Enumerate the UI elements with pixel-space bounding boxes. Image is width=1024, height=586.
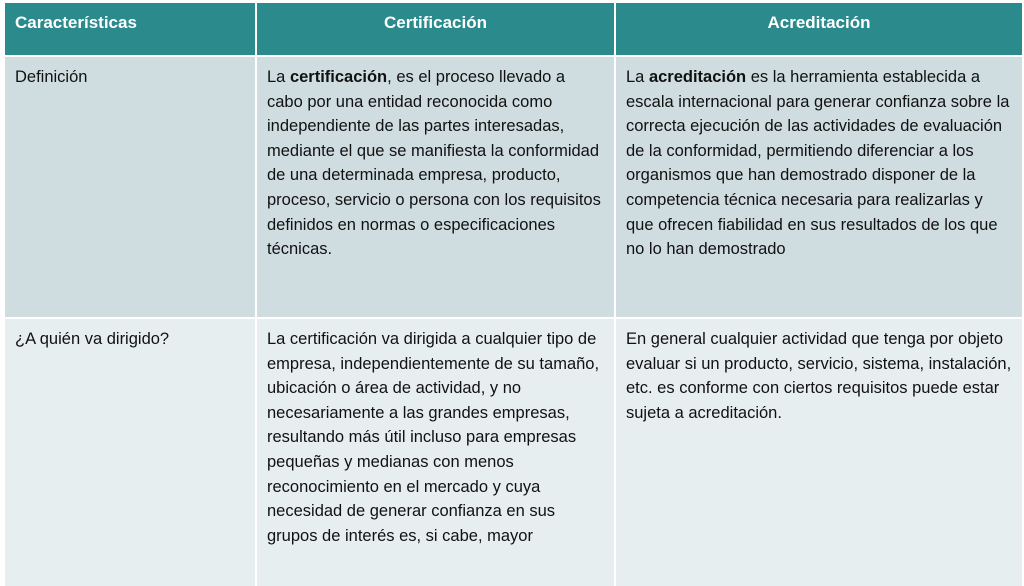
definicion-acreditacion-text [626,68,1009,258]
header-acreditacion: Acreditación [616,3,1022,55]
cell-definicion-certificacion [257,57,614,317]
row-label-a-quien-va-dirigido: ¿A quién va dirigido? [5,319,255,586]
text-post: , es el proceso llevado a cabo por una entidad reconocida como independiente de las partes interesadas, mediante el que se manifiesta la conformidad de una determinada empresa, producto, proceso, servicio o persona con los requisitos definidos en normas o especificaciones técnicas. [267,68,601,259]
cell-dirigido-acreditacion: En general cualquier actividad que tenga por objeto evaluar si un producto, servicio, sistema, instalación, etc. es conforme con ciertos requisitos puede estar sujeta a acreditación. [616,319,1022,586]
text-post: es la herramienta establecida a escala internacional para generar confianza sobre la correcta ejecución de las actividades de evaluación de la conformidad, permitiendo diferenciar a los organismos que han demostrado disponer de la competencia técnica necesaria para realizarlas y que ofrecen fiabilidad en sus resultados de los que no lo han demostrado [626,68,1010,259]
cell-dirigido-certificacion: La certificación va dirigida a cualquier tipo de empresa, independientemente de su tamaño, ubicación o área de actividad, y no necesariamente a las grandes empresas, resultando más útil incluso para empresas pequeñas y medianas con menos reconocimiento en el mercado y cuya necesidad de generar confianza en sus grupos de interés es, si cabe, mayor [257,319,614,586]
row-label-definicion: Definición [5,57,255,317]
text-pre: La [267,68,290,86]
definicion-certificacion-text [267,68,601,258]
text-bold-term: certificación [289,68,388,86]
header-certificacion: Certificación [257,3,614,55]
comparison-table [5,3,1018,582]
text-pre: La [626,68,649,86]
cell-definicion-acreditacion [616,57,1022,317]
header-caracteristicas: Características [5,3,255,55]
text-bold-term: acreditación [648,68,747,86]
